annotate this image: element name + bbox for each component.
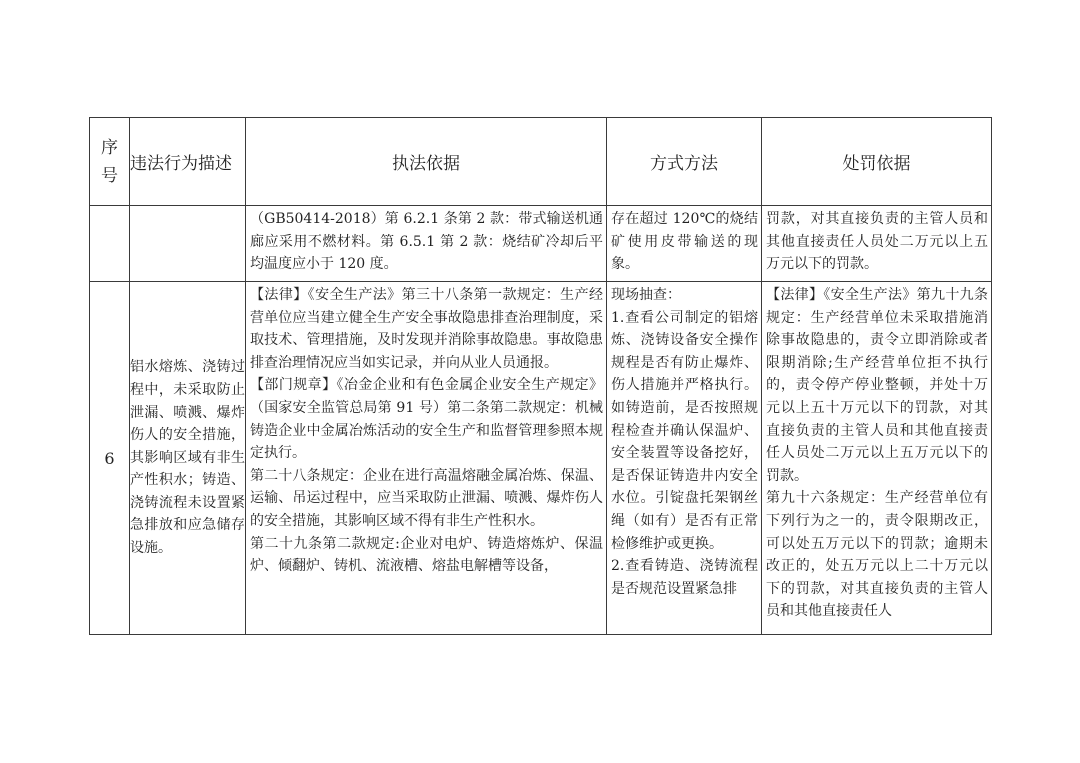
header-method: 方式方法 bbox=[607, 118, 762, 206]
penalty-text bbox=[762, 282, 991, 633]
basis-paragraph: 【部门规章】《冶金企业和有色金属企业安全生产规定》（国家安全监管总局第 91 号）第二条第二款规定：机械铸造企业中金属冶炼活动的安全生产和监督管理参照本规定执行。 bbox=[250, 377, 603, 462]
basis-paragraph: 第二十九条第二款规定:企业对电炉、铸造熔炼炉、保温炉、倾翻炉、铸机、流液槽、熔盐电解槽等设备， bbox=[250, 535, 603, 575]
method-paragraph: 2.查看铸造、浇铸流程是否规范设置紧急排 bbox=[611, 558, 758, 597]
row-number: 6 bbox=[90, 282, 130, 635]
header-basis: 执法依据 bbox=[246, 118, 607, 206]
method-paragraph: 现场抽查： bbox=[611, 287, 681, 303]
basis-paragraph: 【法律】《安全生产法》第三十八条第一款规定：生产经营单位应当建立健全生产安全事故隐患排查治理制度，采取技术、管理措施，及时发现并消除事故隐患。事故隐患排查治理情况应当如实记录，并向从业人员通报。 bbox=[250, 287, 603, 371]
method-text bbox=[607, 282, 761, 633]
cont-method-text: 存在超过 120℃的烧结矿使用皮带输送的现象。 bbox=[611, 211, 758, 273]
basis-cell bbox=[246, 282, 607, 635]
basis-text bbox=[246, 282, 606, 633]
violation-description bbox=[130, 282, 246, 635]
method-paragraph: 1.查看公司制定的铝熔炼、浇铸设备安全操作规程是否有防止爆炸、伤人措施并严格执行。如铸造前，是否按照规程检查并确认保温炉、安全装置等设备挖好，是否保证铸造井内安全水位。引锭盘托架钢丝绳（如有）是否有正常检修维护或更换。 bbox=[611, 309, 758, 552]
violation-description-text: 铝水熔炼、浇铸过程中，未采取防止泄漏、喷溅、爆炸伤人的安全措施，其影响区域有非生产性积水；铸造、浇铸流程未设置紧急排放和应急储存设施。 bbox=[130, 359, 245, 557]
basis-paragraph: 第二十八条规定：企业在进行高温熔融金属冶炼、保温、运输、吊运过程中，应当采取防止泄漏、喷溅、爆炸伤人的安全措施，其影响区域不得有非生产性积水。 bbox=[250, 467, 603, 529]
cont-basis-cell bbox=[246, 206, 607, 282]
cont-basis-text: （GB50414-2018）第 6.2.1 条第 2 款：带式输送机通廊应采用不燃材料。第 6.5.1 第 2 款：烧结矿冷却后平均温度应小于 120 度。 bbox=[250, 211, 603, 273]
cont-desc-cell bbox=[130, 206, 246, 282]
enforcement-table bbox=[89, 117, 992, 635]
table-header-row bbox=[90, 118, 992, 206]
cont-penalty-cell bbox=[762, 206, 992, 282]
cont-method-cell bbox=[607, 206, 762, 282]
cont-number-cell bbox=[90, 206, 130, 282]
penalty-paragraph: 第九十六条规定：生产经营单位有下列行为之一的，责令限期改正，可以处五万元以下的罚款；逾期未改正的，处五万元以上二十万元以下的罚款，对其直接负责的主管人员和其他直接责任人 bbox=[766, 490, 988, 620]
penalty-paragraph: 【法律】《安全生产法》第九十九条规定：生产经营单位未采取措施消除事故隐患的，责令立即消除或者限期消除;生产经营单位拒不执行的，责令停产停业整顿，并处十万元以上五十万元以下的罚款，对其直接负责的主管人员和其他直接责任人员处二万元以上五万元以下的罚款。 bbox=[766, 287, 988, 484]
header-xuhao: 序号 bbox=[90, 118, 130, 206]
cont-penalty-text: 罚款，对其直接负责的主管人员和其他直接责任人员处二万元以上五万元以下的罚款。 bbox=[766, 211, 988, 273]
penalty-cell bbox=[762, 282, 992, 635]
header-penalty: 处罚依据 bbox=[762, 118, 992, 206]
header-description: 违法行为描述 bbox=[130, 118, 246, 206]
table-row-6 bbox=[90, 282, 992, 635]
method-cell bbox=[607, 282, 762, 635]
table-row-continued bbox=[90, 206, 992, 282]
